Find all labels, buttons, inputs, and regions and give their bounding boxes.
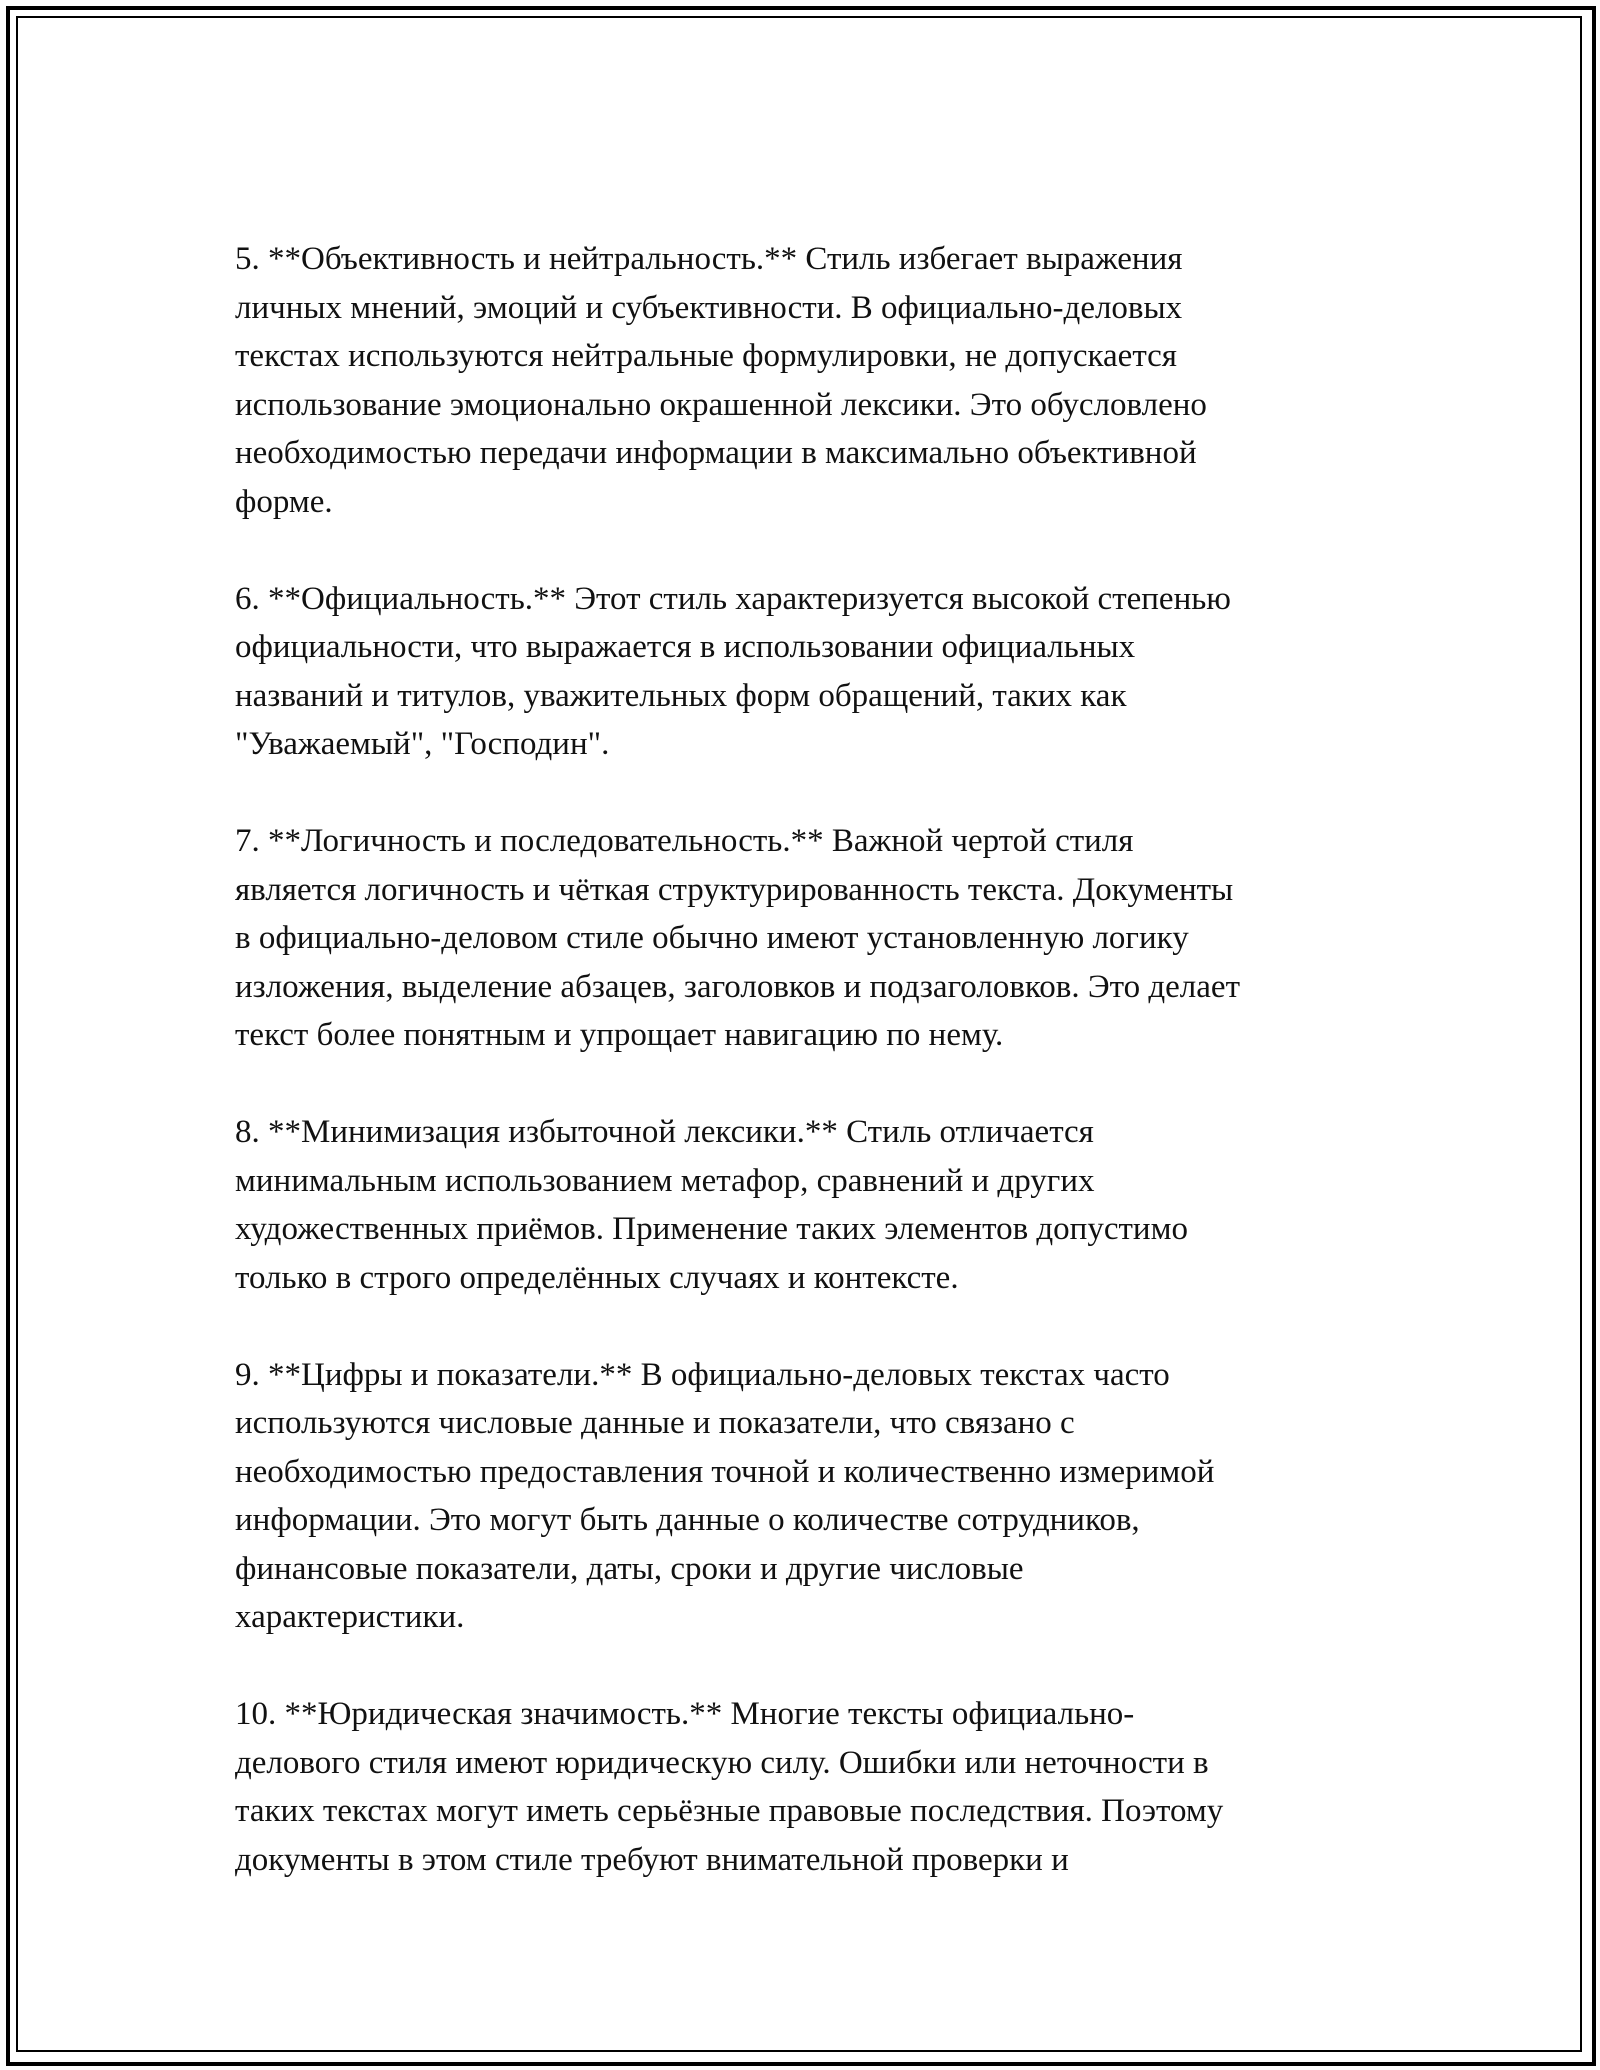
- text-line: форме.: [235, 483, 333, 520]
- text-line: 9. **Цифры и показатели.** В официально-деловых текстах часто: [235, 1356, 1170, 1393]
- paragraph-item-5: [235, 235, 1385, 526]
- text-line: необходимостью предоставления точной и количественно измеримой: [235, 1453, 1215, 1490]
- text-line: информации. Это могут быть данные о количестве сотрудников,: [235, 1502, 1140, 1538]
- document-body: [235, 235, 1385, 1933]
- text-line: текст более понятным и упрощает навигацию по нему.: [235, 1017, 1004, 1053]
- text-line: таких текстах могут иметь серьёзные правовые последствия. Поэтому: [235, 1793, 1224, 1829]
- text-line: личных мнений, эмоций и субъективности. В официально-деловых: [235, 289, 1183, 326]
- text-line: минимальным использованием метафор, сравнений и других: [235, 1162, 1095, 1199]
- text-line: делового стиля имеют юридическую силу. Ошибки или неточности в: [235, 1744, 1209, 1781]
- text-line: изложения, выделение абзацев, заголовков и подзаголовков. Это делает: [235, 968, 1240, 1005]
- paragraph-item-10: [235, 1690, 1385, 1884]
- paragraph-item-7: [235, 817, 1385, 1060]
- paragraph-item-8: [235, 1108, 1385, 1302]
- text-line: необходимостью передачи информации в максимально объективной: [235, 435, 1197, 471]
- text-line: 6. **Официальность.** Этот стиль характеризуется высокой степенью: [235, 580, 1231, 617]
- text-line: 8. **Минимизация избыточной лексики.** Стиль отличается: [235, 1114, 1094, 1150]
- text-line: только в строго определённых случаях и контексте.: [235, 1259, 959, 1296]
- text-line: художественных приёмов. Применение таких элементов допустимо: [235, 1211, 1188, 1247]
- text-line: является логичность и чёткая структурированность текста. Документы: [235, 871, 1234, 908]
- text-line: 7. **Логичность и последовательность.** Важной чертой стиля: [235, 823, 1134, 859]
- text-line: 5. **Объективность и нейтральность.** Стиль избегает выражения: [235, 241, 1183, 277]
- text-line: 10. **Юридическая значимость.** Многие тексты официально-: [235, 1696, 1135, 1732]
- text-line: характеристики.: [235, 1599, 465, 1635]
- text-line: использование эмоционально окрашенной лексики. Это обусловлено: [235, 386, 1207, 423]
- text-line: документы в этом стиле требуют внимательной проверки и: [235, 1841, 1069, 1878]
- paragraph-item-9: [235, 1351, 1385, 1642]
- text-line: названий и титулов, уважительных форм обращений, таких как: [235, 677, 1127, 714]
- text-line: финансовые показатели, даты, сроки и другие числовые: [235, 1550, 1024, 1587]
- text-line: используются числовые данные и показатели, что связано с: [235, 1405, 1075, 1441]
- text-line: "Уважаемый", "Господин".: [235, 726, 610, 762]
- text-line: в официально-деловом стиле обычно имеют установленную логику: [235, 920, 1189, 956]
- text-line: официальности, что выражается в использовании официальных: [235, 629, 1136, 665]
- paragraph-item-6: [235, 575, 1385, 769]
- text-line: текстах используются нейтральные формулировки, не допускается: [235, 338, 1177, 374]
